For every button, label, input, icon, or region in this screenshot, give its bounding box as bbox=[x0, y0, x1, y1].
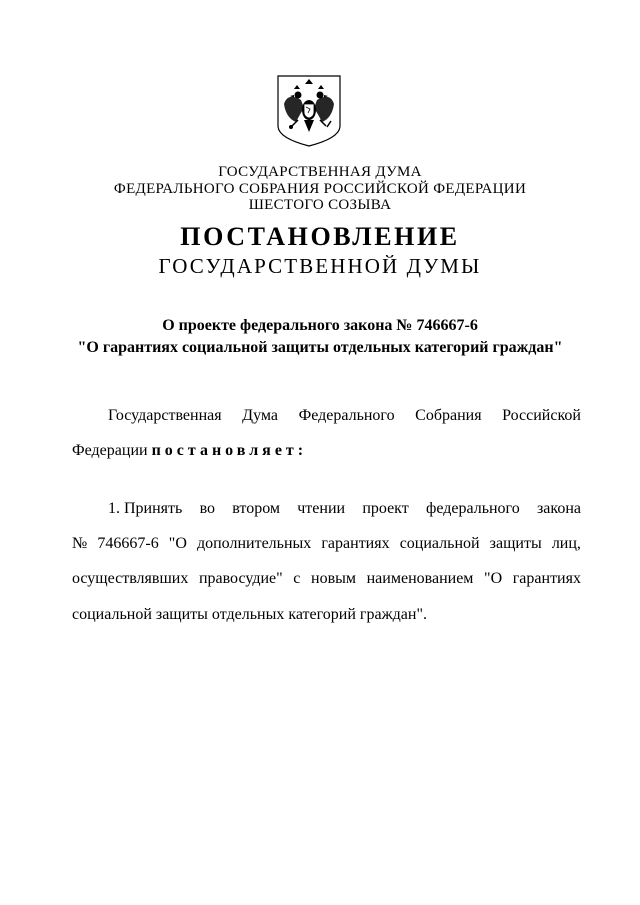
word: социальной bbox=[399, 535, 480, 552]
header-line-duma: ГОСУДАРСТВЕННАЯ ДУМА bbox=[218, 164, 422, 180]
word: втором bbox=[232, 500, 281, 517]
emphasized-decree: постановляет: bbox=[151, 442, 308, 459]
word: Российской bbox=[502, 407, 581, 424]
double-headed-eagle-icon bbox=[274, 74, 344, 148]
document-title: ПОСТАНОВЛЕНИЕ bbox=[180, 222, 460, 251]
word: гарантиях bbox=[321, 535, 390, 552]
word: гарантиях bbox=[512, 570, 581, 587]
word: "О bbox=[484, 570, 503, 587]
about-line-bill-title: "О гарантиях социальной защиты отдельных категорий граждан" bbox=[77, 339, 563, 356]
word: наименованием bbox=[366, 570, 474, 587]
word: защиты bbox=[489, 535, 542, 552]
header-line-assembly: ФЕДЕРАЛЬНОГО СОБРАНИЯ РОССИЙСКОЙ ФЕДЕРАЦИИ bbox=[113, 181, 527, 197]
word: правосудие" bbox=[198, 570, 283, 587]
word: дополнительных bbox=[196, 535, 312, 552]
word: Дума bbox=[242, 407, 278, 424]
word: Федерации bbox=[72, 442, 148, 459]
word: 1. Принять bbox=[108, 500, 183, 517]
word: Федерального bbox=[298, 407, 395, 424]
word: Собрания bbox=[415, 407, 482, 424]
word: во bbox=[199, 500, 216, 517]
header-line-convocation: ШЕСТОГО СОЗЫВА bbox=[248, 197, 392, 213]
paragraph-2-line-1 bbox=[72, 499, 581, 519]
state-emblem bbox=[274, 74, 344, 148]
word: 746667-6 bbox=[97, 535, 159, 552]
paragraph-2-line-3 bbox=[72, 569, 581, 589]
document-subtitle: ГОСУДАРСТВЕННОЙ ДУМЫ bbox=[158, 254, 482, 278]
word: "О bbox=[168, 535, 187, 552]
paragraph-2-line-2 bbox=[72, 534, 581, 554]
paragraph-1-line-1 bbox=[72, 406, 581, 426]
word: закона bbox=[536, 500, 581, 517]
paragraph-1-line-2 bbox=[72, 441, 581, 461]
word: федерального bbox=[425, 500, 520, 517]
word: проект bbox=[362, 500, 409, 517]
paragraph-2-line-4: социальной защиты отдельных категорий граждан". bbox=[72, 606, 427, 623]
about-line-bill-number: О проекте федерального закона № 746667-6 bbox=[162, 317, 478, 334]
word: осуществлявших bbox=[72, 570, 189, 587]
word: новым bbox=[311, 570, 356, 587]
word: лиц, bbox=[551, 535, 581, 552]
word: № bbox=[72, 535, 88, 552]
word: Государственная bbox=[108, 407, 222, 424]
word: с bbox=[293, 570, 301, 587]
word: чтении bbox=[297, 500, 346, 517]
